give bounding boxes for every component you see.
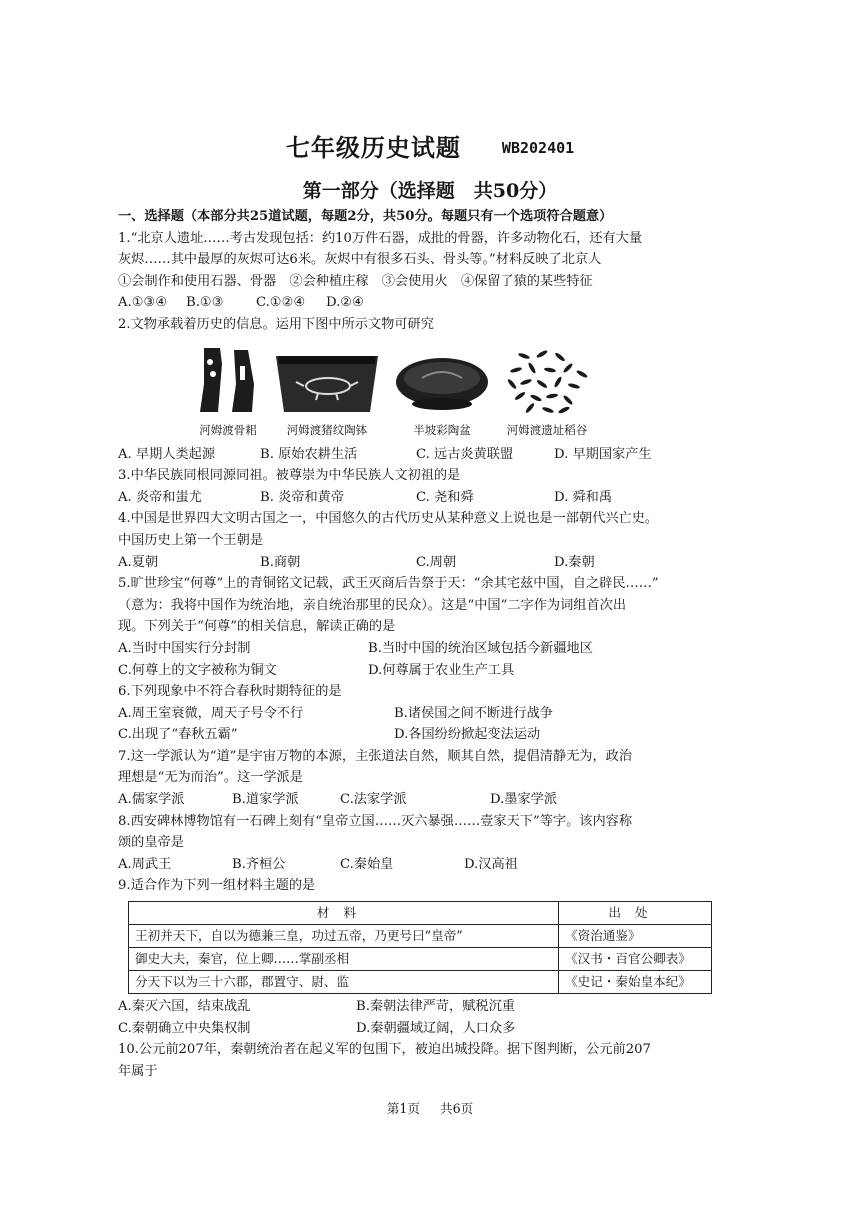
question-stem: 10.公元前207年，秦朝统治者在起义军的包围下，被迫出城投降。据下图判断，公元前207 bbox=[118, 1042, 651, 1058]
option-c: C. 远古炎黄联盟 bbox=[416, 446, 514, 462]
exam-code: WB202401 bbox=[501, 139, 575, 157]
material-cell: 御史大夫，秦官，位上卿……掌副丞相 bbox=[129, 948, 559, 971]
option-b: B.①③ bbox=[186, 295, 224, 311]
option-c: C.周朝 bbox=[416, 554, 457, 570]
question-stem: 1.“北京人遗址……考古发现包括：约10万件石器，成批的骨器，许多动物化石，还有大量 bbox=[118, 230, 643, 246]
options-row bbox=[118, 487, 708, 509]
painted-pottery-basin-icon bbox=[394, 352, 490, 416]
option-b: B.秦朝法律严苛，赋税沉重 bbox=[356, 999, 515, 1015]
question-6 bbox=[118, 681, 708, 746]
options-row bbox=[118, 552, 708, 574]
page-total: 共6页 bbox=[440, 1101, 474, 1116]
option-c: C. 尧和舜 bbox=[416, 489, 474, 505]
figure-rice-grains bbox=[504, 346, 590, 442]
section-heading: 一、选择题（本部分共25道试题，每题2分，共50分。每题只有一个选项符合题意） bbox=[118, 209, 613, 224]
question-stem: 4.中国是世界四大文明古国之一，中国悠久的古代历史从某种意义上说也是一部朝代兴亡史。 bbox=[118, 511, 659, 527]
options-row bbox=[118, 854, 708, 876]
source-cell: 《资治通鉴》 bbox=[559, 925, 712, 948]
option-b: B.商朝 bbox=[260, 554, 301, 570]
option-b: B. 炎帝和黄帝 bbox=[260, 489, 345, 505]
option-a: A. 炎帝和蚩尤 bbox=[118, 489, 202, 505]
table-row bbox=[129, 971, 712, 994]
table-row bbox=[129, 925, 712, 948]
options-row bbox=[118, 1018, 708, 1040]
question-4 bbox=[118, 508, 708, 573]
question-stem: 6.下列现象中不符合春秋时期特征的是 bbox=[118, 684, 342, 700]
question-stem: ①会制作和使用石器、骨器 ②会种植庄稼 ③会使用火 ④保留了猿的某些特征 bbox=[118, 273, 593, 289]
question-stem: 2.文物承载着历史的信息。运用下图中所示文物可研究 bbox=[118, 316, 434, 332]
question-stem: 现。下列关于“何尊”的相关信息，解读正确的是 bbox=[118, 619, 396, 635]
option-a: A.儒家学派 bbox=[118, 792, 185, 808]
question-5 bbox=[118, 573, 708, 681]
option-b: B. 原始农耕生活 bbox=[260, 446, 358, 462]
options-row bbox=[118, 789, 708, 811]
part-title: 第一部分（选择题 共50分） bbox=[302, 180, 558, 202]
question-stem: 8.西安碑林博物馆有一石碑上刻有“皇帝立国……灭六暴强……壹家天下”等字。该内容称 bbox=[118, 813, 633, 829]
option-d: D.各国纷纷掀起变法运动 bbox=[394, 727, 541, 743]
options-row bbox=[118, 660, 708, 682]
exam-title: 七年级历史试题 bbox=[285, 133, 461, 162]
figure-caption: 河姆渡骨耜 bbox=[199, 422, 257, 437]
option-d: D.秦朝 bbox=[554, 554, 595, 570]
figure-caption: 河姆渡遗址稻谷 bbox=[506, 422, 588, 437]
question-stem: 3.中华民族同根同源同祖。被尊崇为中华民族人文初祖的是 bbox=[118, 468, 461, 484]
figure-pig-pottery-bowl bbox=[274, 352, 380, 442]
option-d: D.何尊属于农业生产工具 bbox=[368, 662, 515, 678]
option-c: C.秦朝确立中央集权制 bbox=[118, 1020, 251, 1036]
question-stem: 颂的皇帝是 bbox=[118, 835, 184, 851]
option-d: D.②④ bbox=[326, 295, 364, 311]
bone-spade-icon bbox=[196, 344, 260, 416]
option-b: B.齐桓公 bbox=[232, 856, 286, 872]
material-cell: 王初并天下，自以为德兼三皇，功过五帝，乃更号曰“皇帝” bbox=[129, 925, 559, 948]
option-a: A.秦灭六国，结束战乱 bbox=[118, 999, 251, 1015]
option-b: B.诸侯国之间不断进行战争 bbox=[394, 705, 553, 721]
options-row bbox=[118, 724, 708, 746]
source-cell: 《史记・秦始皇本纪》 bbox=[559, 971, 712, 994]
question-stem: 5.旷世珍宝“何尊”上的青铜铭文记载，武王灭商后告祭于天：“余其宅兹中国，自之辟民……” bbox=[118, 576, 659, 592]
question-stem: （意为：我将中国作为统治地，亲自统治那里的民众）。这是“中国”二字作为词组首次出 bbox=[118, 597, 627, 613]
question-9 bbox=[118, 875, 708, 1039]
option-d: D.秦朝疆域辽阔，人口众多 bbox=[356, 1020, 516, 1036]
question-3 bbox=[118, 465, 708, 508]
question-stem: 灰烬……其中最厚的灰烬可达6米。灰烬中有很多石头、骨头等。”材料反映了北京人 bbox=[118, 252, 602, 268]
table-header-row bbox=[129, 902, 712, 925]
figure-bone-spade bbox=[196, 344, 260, 442]
options-row bbox=[118, 638, 708, 660]
pig-pottery-bowl-icon bbox=[274, 352, 380, 416]
option-d: D. 舜和禹 bbox=[554, 489, 613, 505]
options-row bbox=[118, 292, 708, 314]
question-stem: 年属于 bbox=[118, 1063, 158, 1079]
page-number: 第1页 bbox=[386, 1101, 420, 1116]
option-b: B.道家学派 bbox=[232, 792, 299, 808]
option-c: C.何尊上的文字被称为铜文 bbox=[118, 662, 277, 678]
question-stem: 理想是“无为而治”。这一学派是 bbox=[118, 770, 303, 786]
question-7 bbox=[118, 746, 708, 811]
table-row bbox=[129, 948, 712, 971]
option-d: D.墨家学派 bbox=[490, 792, 558, 808]
options-row bbox=[118, 703, 708, 725]
header-source: 出处 bbox=[559, 902, 712, 925]
option-c: C.秦始皇 bbox=[340, 856, 394, 872]
option-d: D.汉高祖 bbox=[464, 856, 518, 872]
artifact-figures bbox=[196, 342, 708, 442]
question-8 bbox=[118, 811, 708, 876]
header-material: 材料 bbox=[129, 902, 559, 925]
question-stem: 中国历史上第一个王朝是 bbox=[118, 532, 264, 548]
materials-table bbox=[128, 901, 712, 994]
question-10 bbox=[118, 1039, 708, 1082]
source-cell: 《汉书・百官公卿表》 bbox=[559, 948, 712, 971]
rice-grains-icon bbox=[504, 346, 590, 416]
question-2 bbox=[118, 314, 708, 465]
option-a: A.当时中国实行分封制 bbox=[118, 640, 251, 656]
figure-painted-basin bbox=[394, 352, 490, 442]
option-b: B.当时中国的统治区域包括今新疆地区 bbox=[368, 640, 593, 656]
option-a: A.①③④ bbox=[118, 295, 168, 311]
option-c: C.法家学派 bbox=[340, 792, 407, 808]
questions bbox=[118, 206, 708, 1082]
figure-caption: 半坡彩陶盆 bbox=[413, 422, 471, 437]
option-a: A.周武王 bbox=[118, 856, 172, 872]
page-footer bbox=[0, 1098, 860, 1117]
question-1 bbox=[118, 228, 708, 314]
option-a: A.夏朝 bbox=[118, 554, 159, 570]
option-d: D. 早期国家产生 bbox=[554, 446, 652, 462]
option-c: C.出现了“春秋五霸” bbox=[118, 727, 238, 743]
options-row bbox=[118, 444, 708, 466]
option-a: A. 早期人类起源 bbox=[118, 446, 216, 462]
question-stem: 7.这一学派认为“道”是宇宙万物的本源，主张道法自然，顺其自然，提倡清静无为，政治 bbox=[118, 748, 632, 764]
material-cell: 分天下以为三十六郡，郡置守、尉、监 bbox=[129, 971, 559, 994]
title-row bbox=[0, 128, 860, 163]
option-c: C.①②④ bbox=[256, 295, 306, 311]
question-stem: 9.适合作为下列一组材料主题的是 bbox=[118, 878, 316, 894]
option-a: A.周王室衰微，周天子号令不行 bbox=[118, 705, 304, 721]
figure-caption: 河姆渡猪纹陶钵 bbox=[286, 422, 368, 437]
options-row bbox=[118, 996, 708, 1018]
